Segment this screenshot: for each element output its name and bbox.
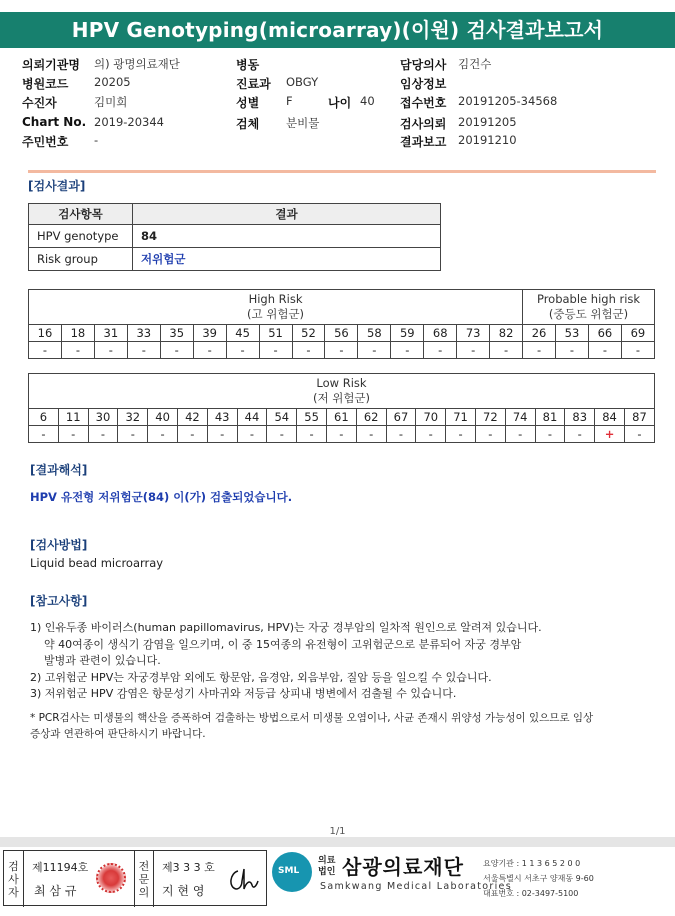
table-cell: 6: [29, 409, 59, 426]
resident-no-label: 주민번호: [22, 135, 69, 149]
sex-value: F: [286, 94, 293, 108]
signature-box: [3, 850, 267, 906]
chart-no-label: Chart No.: [22, 115, 87, 129]
table-cell: -: [58, 426, 88, 443]
age-value: 40: [360, 94, 375, 108]
table-cell: 82: [490, 325, 523, 342]
table-cell: -: [326, 426, 356, 443]
table-cell: 40: [148, 409, 178, 426]
request-date-label: 검사의뢰: [400, 117, 447, 131]
footnote-line: 증상과 연관하여 판단하시기 바랍니다.: [30, 728, 206, 740]
table-cell: -: [237, 426, 267, 443]
section-reference-title: [참고사항]: [30, 594, 88, 608]
table-cell: -: [457, 342, 490, 359]
pathologist-label-char: 전: [138, 859, 150, 873]
table-cell: 62: [356, 409, 386, 426]
brand-corp-label: [318, 856, 335, 878]
request-date-value: 20191205: [458, 115, 517, 129]
clinical-info-label: 임상정보: [400, 77, 447, 91]
pathologist-license: 제3 3 3 호: [162, 861, 215, 874]
table-cell: -: [61, 342, 94, 359]
doctor-value: 김건수: [458, 57, 492, 71]
examiner-info: [26, 851, 134, 907]
examiner-label-char: 검: [8, 859, 19, 873]
hospital-code-label: 병원코드: [22, 77, 69, 91]
table-cell: 30: [88, 409, 118, 426]
probable-risk-header: [523, 290, 655, 325]
result-table: [28, 203, 441, 271]
table-cell: 81: [535, 409, 565, 426]
table-cell: -: [148, 426, 178, 443]
section-method-title: [검사방법]: [30, 538, 88, 552]
table-cell: -: [446, 426, 476, 443]
table-cell: -: [118, 426, 148, 443]
table-row: [29, 426, 655, 443]
table-cell: 83: [565, 409, 595, 426]
table-cell: 31: [94, 325, 127, 342]
pathologist-signature-icon: [226, 867, 260, 893]
probable-risk-title: Probable high risk: [536, 292, 641, 306]
table-cell: -: [523, 342, 556, 359]
low-risk-table: [28, 373, 655, 443]
institution-label: 의뢰기관명: [22, 58, 80, 72]
table-cell: 71: [446, 409, 476, 426]
sml-logo-text: SML: [278, 866, 300, 876]
report-title: HPV Genotyping(microarray)(이원) 검사결과보고서: [0, 12, 675, 48]
table-cell: -: [226, 342, 259, 359]
low-risk-header: [29, 374, 655, 409]
table-cell: -: [292, 342, 325, 359]
table-cell: 16: [29, 325, 62, 342]
table-cell: -: [535, 426, 565, 443]
doctor-label: 담당의사: [400, 58, 447, 72]
brand-corp-line: 의료: [318, 856, 336, 866]
brand-code: 요양기관 : 1 1 3 6 5 2 0 0: [483, 859, 581, 868]
table-cell: 72: [475, 409, 505, 426]
table-cell: -: [588, 342, 621, 359]
high-risk-header: [29, 290, 523, 325]
examiner-label: [4, 851, 24, 907]
brand-address: 서울특별시 서초구 양재동 9-60: [483, 874, 594, 883]
table-cell: -: [297, 426, 327, 443]
pathologist-info: [156, 851, 266, 907]
resident-no-value: -: [94, 133, 99, 147]
brand-phone: 대표번호 : 02-3497-5100: [483, 889, 579, 898]
reference-notes: [30, 620, 650, 703]
ward-label: 병동: [236, 58, 260, 72]
table-cell: 18: [61, 325, 94, 342]
table-cell: -: [94, 342, 127, 359]
table-cell: -: [416, 426, 446, 443]
table-cell: 42: [177, 409, 207, 426]
age-label: 나이: [328, 96, 352, 110]
recipient-value: 김미희: [94, 95, 128, 109]
table-cell: -: [259, 342, 292, 359]
note-line: 1) 인유두종 바이러스(human papillomavirus, HPV)는 자궁 경부암의 일차적 원인으로 알려져 있습니다.: [30, 621, 542, 634]
note-line: 2) 고위험군 HPV는 자궁경부암 외에도 항문암, 음경암, 외음부암, 질암 등을 일으킬 수 있습니다.: [30, 670, 492, 684]
result-header-item: 검사항목: [29, 204, 133, 225]
receipt-no-value: 20191205-34568: [458, 94, 558, 108]
high-risk-table: [28, 289, 655, 359]
report-date-label: 결과보고: [400, 135, 447, 149]
table-cell: -: [356, 426, 386, 443]
table-cell: 32: [118, 409, 148, 426]
table-cell: 45: [226, 325, 259, 342]
specimen-value: 분비물: [286, 116, 320, 130]
result-header-result: 결과: [133, 204, 441, 225]
probable-risk-subtitle: (중등도 위험군): [548, 307, 629, 321]
low-risk-subtitle: (저 위험군): [312, 391, 371, 405]
table-cell: -: [475, 426, 505, 443]
department-label: 진료과: [236, 77, 271, 91]
table-cell: -: [160, 342, 193, 359]
table-row: [29, 248, 441, 271]
institution-value: 의) 광명의료재단: [94, 57, 180, 71]
table-cell: 56: [325, 325, 358, 342]
table-cell: 70: [416, 409, 446, 426]
table-cell: -: [177, 426, 207, 443]
examiner-seal: [96, 863, 126, 893]
table-cell: -: [325, 342, 358, 359]
table-cell: -: [29, 342, 62, 359]
specimen-label: 검체: [236, 117, 260, 131]
method-text: Liquid bead microarray: [30, 556, 164, 570]
high-risk-subtitle: (고 위험군): [246, 307, 305, 321]
header-divider: [28, 170, 656, 173]
table-cell: 33: [127, 325, 160, 342]
table-cell: 87: [624, 409, 654, 426]
table-cell: 61: [326, 409, 356, 426]
table-cell: 55: [297, 409, 327, 426]
table-row: [29, 342, 655, 359]
result-item-risk-group: Risk group: [29, 248, 133, 271]
section-result-title: [검사결과]: [28, 179, 86, 193]
table-cell: -: [565, 426, 595, 443]
table-cell: -: [391, 342, 424, 359]
pathologist-name: 지 현 영: [162, 884, 205, 898]
table-cell: 52: [292, 325, 325, 342]
table-cell: -: [556, 342, 589, 359]
table-cell: 69: [621, 325, 654, 342]
table-row: [29, 225, 441, 248]
high-risk-title: High Risk: [248, 292, 303, 306]
table-cell: -: [127, 342, 160, 359]
footer-band: [0, 837, 675, 847]
result-value-risk-group: 저위험군: [133, 248, 441, 271]
section-interpretation-title: [결과해석]: [30, 463, 88, 477]
brand-name: 삼광의료재단: [342, 855, 464, 879]
table-cell: -: [267, 426, 297, 443]
table-cell: 53: [556, 325, 589, 342]
brand-english: Samkwang Medical Laboratories: [320, 881, 512, 892]
pcr-footnote: [30, 710, 650, 742]
footnote-line: * PCR검사는 미생물의 핵산을 증폭하여 검출하는 방법으로서 미생물 오염이나, 사균 존재시 위양성 가능성이 있으므로 임상: [30, 712, 594, 724]
table-cell: 67: [386, 409, 416, 426]
report-date-value: 20191210: [458, 133, 517, 147]
table-cell: 73: [457, 325, 490, 342]
brand-contact: [483, 856, 594, 901]
table-cell: 39: [193, 325, 226, 342]
table-cell: -: [88, 426, 118, 443]
table-cell: 74: [505, 409, 535, 426]
receipt-no-label: 접수번호: [400, 96, 447, 110]
note-line: 약 40여종이 생식기 감염을 일으키며, 이 중 15여종의 유전형이 고위험군으로 분류되어 자궁 경부암: [44, 637, 522, 651]
table-row: [29, 409, 655, 426]
low-risk-title: Low Risk: [316, 376, 367, 390]
examiner-label-char: 사: [8, 872, 19, 886]
table-cell: -: [624, 426, 654, 443]
table-cell: -: [358, 342, 391, 359]
page-number: 1/1: [329, 826, 346, 837]
table-cell: -: [424, 342, 457, 359]
examiner-name: 최 삼 규: [34, 884, 77, 898]
table-cell: 66: [588, 325, 621, 342]
note-line: 발병과 관련이 있습니다.: [44, 654, 161, 667]
table-cell: 35: [160, 325, 193, 342]
hospital-code-value: 20205: [94, 75, 131, 89]
result-item-genotype: HPV genotype: [29, 225, 133, 248]
sex-label: 성별: [236, 96, 260, 110]
table-cell: 54: [267, 409, 297, 426]
pathologist-label-char: 문: [138, 872, 150, 886]
pathologist-label-char: 의: [138, 885, 150, 899]
table-cell: -: [207, 426, 237, 443]
result-value-genotype: 84: [133, 225, 441, 248]
table-cell: -: [29, 426, 59, 443]
examiner-label-char: 자: [8, 885, 19, 899]
interpretation-text: HPV 유전형 저위험군(84) 이(가) 검출되었습니다.: [30, 490, 293, 504]
chart-no-value: 2019-20344: [94, 115, 164, 129]
table-cell: -: [193, 342, 226, 359]
table-cell: 11: [58, 409, 88, 426]
table-cell: 58: [358, 325, 391, 342]
note-line: 3) 저위험군 HPV 감염은 항문성기 사마귀와 저등급 상피내 병변에서 검출될 수 있습니다.: [30, 687, 457, 700]
table-cell: -: [490, 342, 523, 359]
table-cell: 59: [391, 325, 424, 342]
table-cell: 26: [523, 325, 556, 342]
table-cell: +: [595, 426, 625, 443]
table-cell: 68: [424, 325, 457, 342]
table-cell: -: [505, 426, 535, 443]
table-row: [29, 325, 655, 342]
brand-corp-line: 법인: [318, 867, 336, 877]
table-cell: 51: [259, 325, 292, 342]
pathologist-label: [134, 851, 154, 907]
table-cell: 84: [595, 409, 625, 426]
table-cell: 43: [207, 409, 237, 426]
table-cell: -: [621, 342, 654, 359]
table-cell: 44: [237, 409, 267, 426]
table-cell: -: [386, 426, 416, 443]
department-value: OBGY: [286, 75, 319, 89]
examiner-license: 제11194호: [32, 861, 89, 874]
recipient-label: 수진자: [22, 96, 57, 110]
